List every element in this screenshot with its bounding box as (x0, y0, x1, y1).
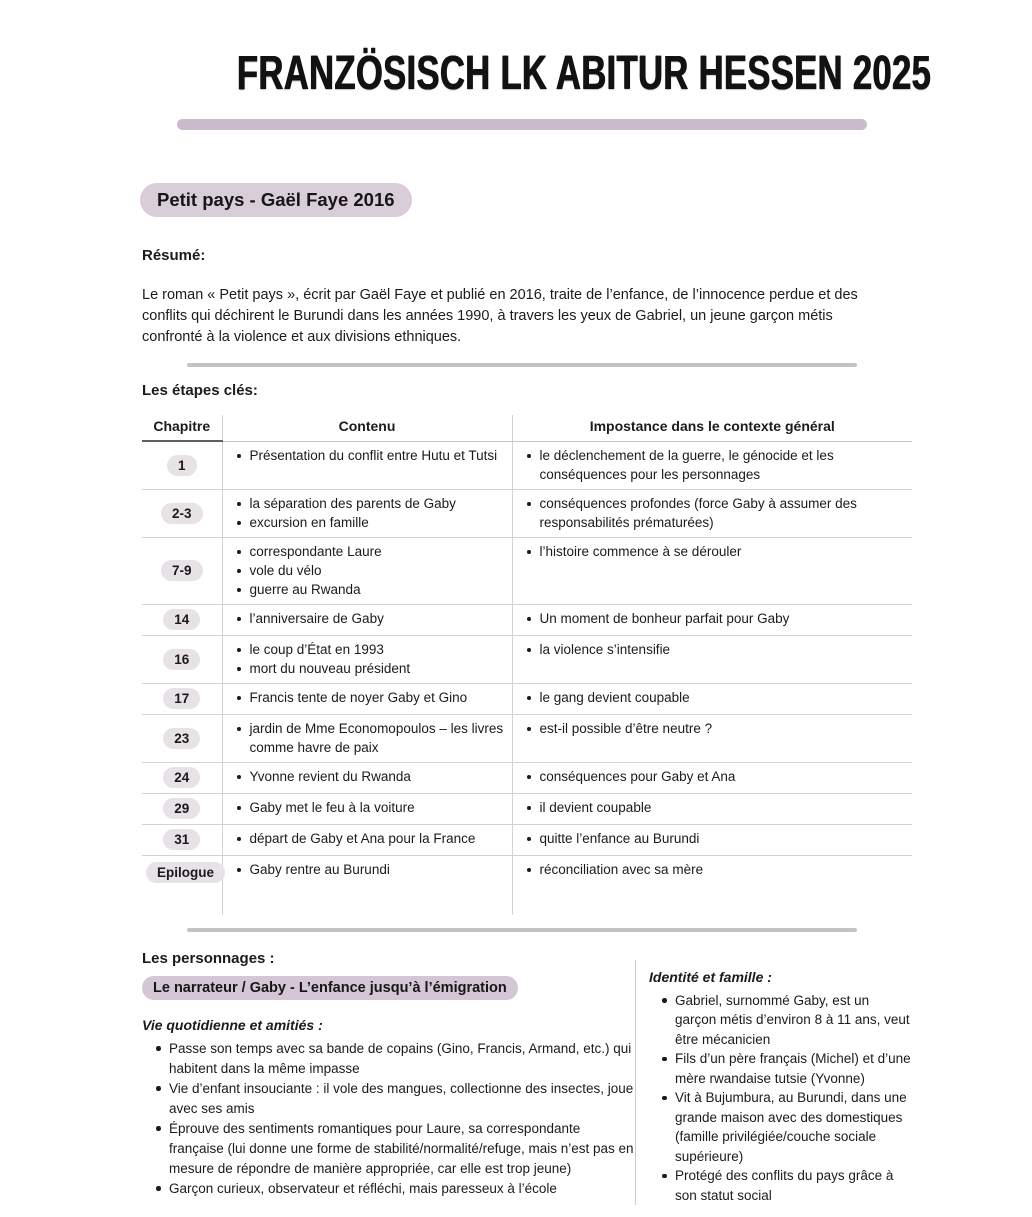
bullet-item: conséquences pour Gaby et Ana (513, 767, 907, 786)
bullet-list (513, 688, 907, 707)
bullet-item: conséquences profondes (force Gaby à assumer des responsabilités prématurées) (513, 494, 907, 532)
stages-table (142, 415, 912, 915)
bullet-list (223, 688, 506, 707)
book-title-badge: Petit pays - Gaël Faye 2016 (140, 183, 412, 217)
title-underline-bar (177, 119, 867, 130)
bullet-list (223, 860, 506, 879)
content-cell (222, 824, 512, 855)
bullet-item: il devient coupable (513, 798, 907, 817)
bullet-item: Vit à Bujumbura, au Burundi, dans une grande maison avec des domestiques (famille privilégiée/couche sociale supérieure) (649, 1088, 913, 1166)
chapter-cell (142, 489, 222, 537)
bullet-item: correspondante Laure (223, 542, 506, 561)
bullet-item: réconciliation avec sa mère (513, 860, 907, 879)
bullet-item: excursion en famille (223, 513, 506, 532)
bullet-item: Gabriel, surnommé Gaby, est un garçon métis d’environ 8 à 11 ans, veut être mécanicien (649, 991, 913, 1050)
page-title (102, 46, 930, 101)
content-cell (222, 604, 512, 635)
content-cell (222, 489, 512, 537)
table-row (142, 793, 912, 824)
bullet-item: est-il possible d’être neutre ? (513, 719, 907, 738)
characters-right-column (636, 944, 914, 1206)
chapter-badge: 17 (163, 688, 200, 709)
chapter-cell (142, 441, 222, 489)
importance-cell (512, 683, 912, 714)
bullet-item: Un moment de bonheur parfait pour Gaby (513, 609, 907, 628)
chapter-badge: 7-9 (161, 560, 203, 581)
table-row (142, 604, 912, 635)
table-row (142, 855, 912, 915)
section-divider-2 (187, 928, 857, 932)
content-cell (222, 714, 512, 762)
bullet-list (223, 609, 506, 628)
stages-heading: Les étapes clés: (142, 382, 258, 399)
chapter-badge: 23 (163, 728, 200, 749)
chapter-badge: 1 (167, 455, 197, 476)
importance-cell (512, 762, 912, 793)
content-cell (222, 537, 512, 604)
chapter-badge: 2-3 (161, 503, 203, 524)
importance-cell (512, 855, 912, 915)
chapter-badge: 14 (163, 609, 200, 630)
resume-section (142, 247, 890, 348)
table-row (142, 537, 912, 604)
bullet-list (513, 798, 907, 817)
bullet-item: l’histoire commence à se dérouler (513, 542, 907, 561)
content-cell (222, 441, 512, 489)
daily-life-list (142, 1039, 637, 1199)
chapter-cell (142, 714, 222, 762)
chapter-badge: 29 (163, 798, 200, 819)
bullet-list (223, 542, 506, 599)
column-header-importance: Impostance dans le contexte général (512, 415, 912, 441)
bullet-item: Présentation du conflit entre Hutu et Tutsi (223, 446, 506, 465)
table-row (142, 714, 912, 762)
chapter-cell (142, 683, 222, 714)
bullet-item: mort du nouveau président (223, 659, 506, 678)
bullet-list (513, 640, 907, 659)
bullet-item: quitte l’enfance au Burundi (513, 829, 907, 848)
bullet-item: le coup d’État en 1993 (223, 640, 506, 659)
table-row (142, 489, 912, 537)
bullet-item: le gang devient coupable (513, 688, 907, 707)
bullet-list (513, 542, 907, 561)
page-title-text: FRANZÖSISCH LK ABITUR HESSEN 2025 (236, 47, 932, 100)
bullet-list (513, 609, 907, 628)
bullet-item: guerre au Rwanda (223, 580, 506, 599)
content-cell (222, 683, 512, 714)
chapter-cell (142, 855, 222, 915)
content-cell (222, 635, 512, 683)
document-page (102, 46, 930, 1217)
table-row (142, 635, 912, 683)
chapter-badge: 16 (163, 649, 200, 670)
importance-cell (512, 824, 912, 855)
bullet-list (513, 767, 907, 786)
bullet-list (223, 494, 506, 532)
bullet-item: Yvonne revient du Rwanda (223, 767, 506, 786)
bullet-list (223, 829, 506, 848)
bullet-item: Garçon curieux, observateur et réfléchi, mais paresseux à l’école (142, 1179, 637, 1199)
bullet-list (223, 767, 506, 786)
bullet-item: Passe son temps avec sa bande de copains (Gino, Francis, Armand, etc.) qui habitent dans la même impasse (142, 1039, 637, 1079)
bullet-list (223, 640, 506, 678)
table-row (142, 683, 912, 714)
bullet-item: départ de Gaby et Ana pour la France (223, 829, 506, 848)
importance-cell (512, 714, 912, 762)
daily-life-subheading: Vie quotidienne et amitiés : (142, 1016, 323, 1033)
bullet-list (513, 829, 907, 848)
bullet-list (223, 719, 506, 757)
bullet-list (513, 494, 907, 532)
content-cell (222, 793, 512, 824)
table-row (142, 441, 912, 489)
bullet-item: Vie d’enfant insouciante : il vole des mangues, collectionne des insectes, joue avec ses amis (142, 1079, 637, 1119)
chapter-cell (142, 762, 222, 793)
characters-heading: Les personnages : (142, 949, 275, 967)
bullet-item: Protégé des conflits du pays grâce à son statut social (649, 1166, 913, 1205)
importance-cell (512, 537, 912, 604)
bullet-list (223, 446, 506, 465)
identity-list (649, 991, 913, 1206)
importance-cell (512, 793, 912, 824)
content-cell (222, 855, 512, 915)
identity-subheading: Identité et famille : (649, 968, 772, 985)
table-row (142, 762, 912, 793)
importance-cell (512, 489, 912, 537)
bullet-list (223, 798, 506, 817)
bullet-item: Francis tente de noyer Gaby et Gino (223, 688, 506, 707)
chapter-cell (142, 604, 222, 635)
bullet-item: jardin de Mme Economopoulos – les livres comme havre de paix (223, 719, 506, 757)
bullet-item: la violence s’intensifie (513, 640, 907, 659)
characters-section (142, 944, 914, 1206)
column-header-chapitre: Chapitre (142, 415, 222, 441)
chapter-badge: 31 (163, 829, 200, 850)
chapter-cell (142, 824, 222, 855)
bullet-item: le déclenchement de la guerre, le génocide et les conséquences pour les personnages (513, 446, 907, 484)
chapter-badge: Epilogue (146, 862, 225, 883)
bullet-list (513, 860, 907, 879)
section-divider (187, 363, 857, 367)
bullet-item: Fils d’un père français (Michel) et d’une mère rwandaise tutsie (Yvonne) (649, 1049, 913, 1088)
chapter-cell (142, 793, 222, 824)
resume-text: Le roman « Petit pays », écrit par Gaël Faye et publié en 2016, traite de l’enfance, de l’innocence perdue et des conflits qui déchirent le Burundi dans les années 1990, à travers les yeux de Gabriel, un jeune garçon métis confronté à la violence et aux divisions ethniques. (142, 287, 858, 345)
importance-cell (512, 441, 912, 489)
importance-cell (512, 604, 912, 635)
column-header-contenu: Contenu (222, 415, 512, 441)
bullet-item: Éprouve des sentiments romantiques pour Laure, sa correspondante française (lui donne une forme de stabilité/normalité/refuge, mais n’est pas en mesure de répondre de manière appropriée, car elle est trop jeune) (142, 1119, 637, 1179)
bullet-list (513, 719, 907, 738)
bullet-item: Gaby met le feu à la voiture (223, 798, 506, 817)
stages-table-body (142, 441, 912, 915)
bullet-list (513, 446, 907, 484)
chapter-cell (142, 635, 222, 683)
table-row (142, 824, 912, 855)
chapter-badge: 24 (163, 767, 200, 788)
chapter-cell (142, 537, 222, 604)
narrator-badge: Le narrateur / Gaby - L’enfance jusqu’à l’émigration (142, 976, 518, 1000)
importance-cell (512, 635, 912, 683)
bullet-item: vole du vélo (223, 561, 506, 580)
content-cell (222, 762, 512, 793)
bullet-item: l’anniversaire de Gaby (223, 609, 506, 628)
bullet-item: la séparation des parents de Gaby (223, 494, 506, 513)
bullet-item: Gaby rentre au Burundi (223, 860, 506, 879)
table-header-row (142, 415, 912, 441)
resume-heading: Résumé: (142, 247, 206, 264)
characters-left-column (142, 944, 635, 1206)
